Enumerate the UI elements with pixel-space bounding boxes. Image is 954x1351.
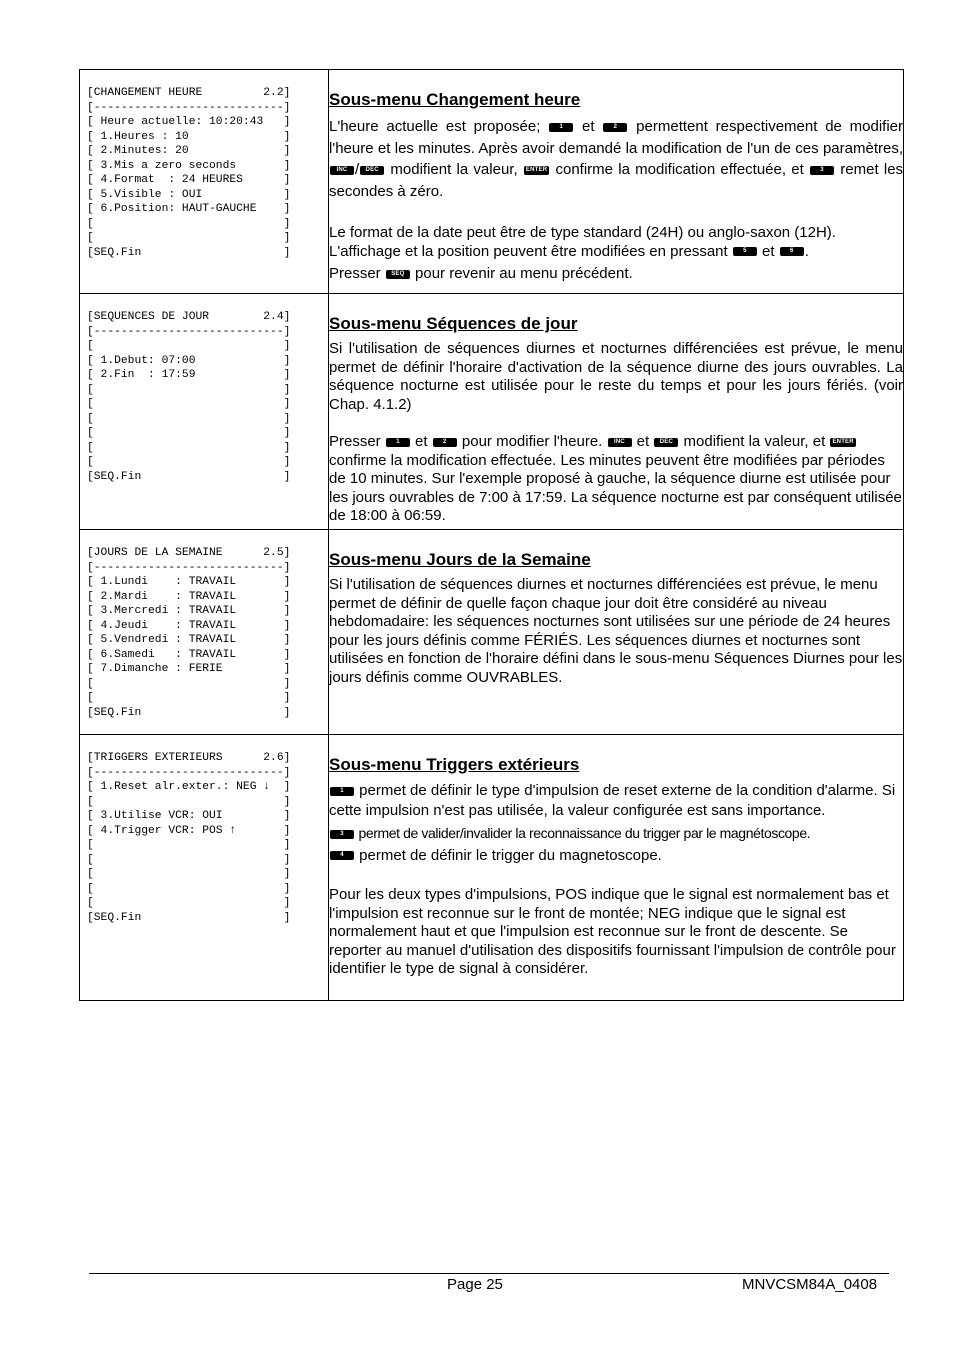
text-span: / <box>355 161 360 178</box>
paragraph: Si l'utilisation de séquences diurnes et nocturnes différenciées est prévue, le menu permet de définir l'horaire d'activation de la séquence diurne des jours ouvrables. La séquence nocturne est utilisée pour le reste du temps et pour les jours fériés. (voir Chap. 4.1.2) <box>329 340 903 413</box>
text-span: et <box>582 118 595 135</box>
text-span: modifient la valeur, et <box>683 433 826 450</box>
key-3-icon: 3 <box>330 830 354 839</box>
paragraph <box>329 265 903 284</box>
text-span: permet de définir le trigger du magnetoscope. <box>359 846 662 864</box>
menu-display-cell <box>80 70 329 294</box>
section-title: Sous-menu Changement heure <box>329 90 581 109</box>
description-cell <box>329 735 904 1001</box>
text-span: . <box>804 242 809 260</box>
paragraph: Le format de la date peut être de type standard (24H) ou anglo-saxon (12H). <box>329 224 836 241</box>
text-span: Presser <box>329 433 381 450</box>
description-cell <box>329 294 904 530</box>
paragraph <box>329 243 903 262</box>
paragraph <box>329 781 903 821</box>
menu-screen-sequences-de-jour: [SEQUENCES DE JOUR 2.4] [----------------------------] [ ] [ 1.Debut: 07:00 ] [ 2.Fin : 17:59 ] [ ] [ ] [ ] [ ] [ ] [ ] [SEQ.Fin ] <box>87 311 291 483</box>
section-triggers-exterieurs <box>80 735 904 1001</box>
text-span: L'affichage et la position peuvent être modifiées en pressant <box>329 242 728 260</box>
section-title: Sous-menu Triggers extérieurs <box>329 755 580 774</box>
menu-documentation-table <box>79 69 904 1001</box>
menu-screen-changement-heure: [CHANGEMENT HEURE 2.2] [----------------------------] [ Heure actuelle: 10:20:43 ] [ 1.Heures : 10 ] [ 2.Minutes: 20 ] [ 3.Mis a zero seconds ] [ 4.Format : 24 HEURES ] [ 5.Visible : OUI ] [ 6.Position: HAUT-GAUCHE ] [ ] [ ] [SEQ.Fin ] <box>87 87 291 259</box>
key-dec-icon: DEC <box>654 438 678 447</box>
text-span: confirme la modification effectuée. Les minutes peuvent être modifiées par périodes de 10 minutes. Sur l'exemple proposé à gauche, la séquence diurne est utilisée pour les jours ouvrables de 7:00 à 17:59. La séquence nocturne est par conséquent utilisée de 18:00 à 06:59. <box>329 451 902 524</box>
paragraph <box>329 433 903 526</box>
text-span: pour modifier l'heure. <box>461 433 603 450</box>
menu-screen-jours-de-la-semaine: [JOURS DE LA SEMAINE 2.5] [----------------------------] [ 1.Lundi : TRAVAIL ] [ 2.Mardi : TRAVAIL ] [ 3.Mercredi : TRAVAIL ] [ 4.Jeudi : TRAVAIL ] [ 5.Vendredi : TRAVAIL ] [ 6.Samedi : TRAVAIL ] [ 7.Dimanche : FERIE ] [ ] [ ] [SEQ.Fin ] <box>87 547 291 719</box>
key-3-icon: 3 <box>810 166 834 175</box>
key-4-icon: 4 <box>330 851 354 860</box>
menu-display-cell <box>80 294 329 530</box>
key-1-icon: 1 <box>330 787 354 796</box>
text-span: confirme la modification effectuée, et <box>555 161 804 178</box>
text-span: pour revenir au menu précédent. <box>415 265 633 282</box>
paragraph <box>329 824 903 843</box>
key-inc-icon: INC <box>608 438 632 447</box>
text-span: L'heure actuelle est proposée; <box>329 118 541 135</box>
text-span: permettent respectivement de modifier l'heure et les minutes. Après avoir demandé la modification de l'un de ces paramètres, <box>329 118 904 157</box>
key-6-icon: 6 <box>780 247 804 256</box>
text-span: permet de valider/invalider la reconnaissance du trigger par le magnétoscope. <box>358 825 811 841</box>
section-jours-de-la-semaine <box>80 530 904 735</box>
paragraph <box>329 116 903 202</box>
key-enter-icon: ENTER <box>525 166 548 173</box>
text-span: et <box>636 433 650 450</box>
text-span: Presser <box>329 265 381 282</box>
key-enter-icon: ENTER <box>832 438 854 445</box>
section-sequences-de-jour <box>80 294 904 530</box>
key-1-icon: 1 <box>386 438 410 447</box>
key-dec-icon: DEC <box>360 166 384 175</box>
text-span: et <box>762 242 775 260</box>
page-number: Page 25 <box>447 1276 503 1293</box>
key-5-icon: 5 <box>733 247 757 256</box>
key-seq-icon: SEQ <box>386 270 410 279</box>
paragraph <box>329 847 903 866</box>
key-inc-icon: INC <box>330 166 354 175</box>
key-2-icon: 2 <box>603 123 627 132</box>
description-cell <box>329 530 904 735</box>
paragraph: Pour les deux types d'impulsions, POS indique que le signal est normalement bas et l'impulsion est reconnue sur le front de montée; NEG indique que le signal est normalement haut et que l'impulsion est reconnue sur le front de descente. Se reporter au manuel d'utilisation des dispositifs fournissant l'impulsion de contrôle pour identifier le type de signal à considérer. <box>329 886 896 977</box>
text-span: modifient la valeur, <box>390 161 518 178</box>
document-reference: MNVCSM84A_0408 <box>742 1276 878 1293</box>
section-changement-heure <box>80 70 904 294</box>
menu-display-cell <box>80 530 329 735</box>
key-2-icon: 2 <box>433 438 457 447</box>
footer-divider <box>89 1273 889 1274</box>
menu-display-cell <box>80 735 329 1001</box>
text-span: et <box>415 433 428 450</box>
key-1-icon: 1 <box>549 123 573 132</box>
text-span: permet de définir le type d'impulsion de reset externe de la condition d'alarme. Si cette impulsion n'est pas utilisée, la valeur configurée est sans importance. <box>329 782 896 819</box>
text-span: remet les secondes à zéro. <box>329 161 904 200</box>
paragraph: Si l'utilisation de séquences diurnes et nocturnes différenciées est prévue, le menu permet de définir de quelle façon chaque jour doit être considéré au niveau hebdomadaire: les séquences nocturnes sont utilisées sur une période de 24 heures pour les jours définis comme FÉRIÉS. Les séquences diurnes et nocturnes sont utilisées en fonction de l'horaire défini dans le sous-menu Séquences Diurnes pour les jours définis comme OUVRABLES. <box>329 576 903 686</box>
section-title: Sous-menu Séquences de jour <box>329 314 578 333</box>
menu-screen-triggers-exterieurs: [TRIGGERS EXTERIEURS 2.6] [----------------------------] [ 1.Reset alr.exter.: NEG ↓ ] [ ] [ 3.Utilise VCR: OUI ] [ 4.Trigger VCR: POS ↑ ] [ ] [ ] [ ] [ ] [ ] [SEQ.Fin ] <box>87 752 291 924</box>
description-cell <box>329 70 904 294</box>
section-title: Sous-menu Jours de la Semaine <box>329 550 591 569</box>
